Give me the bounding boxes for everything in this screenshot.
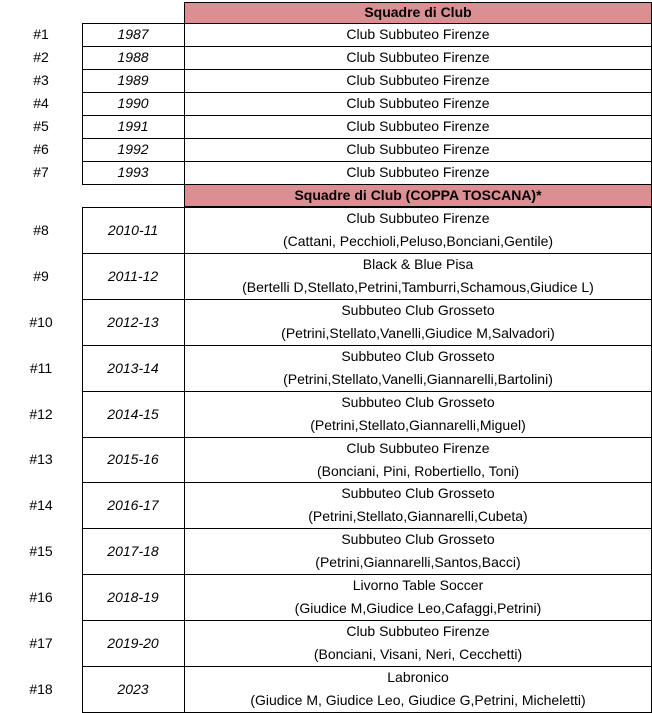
rank-cell: #11 <box>29 360 53 376</box>
year-cell: 1992 <box>117 141 149 157</box>
club-players: (Bertelli D,Stellato,Petrini,Tamburri,Schamous,Giudice L) <box>242 279 594 295</box>
club-players: (Petrini,Giannarelli,Santos,Bacci) <box>315 554 521 570</box>
grid-line <box>82 299 652 300</box>
section-header-coppa-toscana: Squadre di Club (COPPA TOSCANA)* <box>185 185 651 206</box>
rank-cell: #14 <box>29 497 53 513</box>
rank-cell: #8 <box>33 222 49 238</box>
club-players: (Petrini,Stellato,Giannarelli,Miguel) <box>310 417 526 433</box>
year-cell: 1987 <box>117 26 149 42</box>
rank-cell: #10 <box>29 314 53 330</box>
rank-cell: #12 <box>29 406 53 422</box>
rank-cell: #16 <box>29 589 53 605</box>
club-name: Black & Blue Pisa <box>362 256 474 272</box>
club-players: (Bonciani, Visani, Neri, Cecchetti) <box>313 646 523 662</box>
grid-line <box>82 207 652 208</box>
year-cell: 1988 <box>117 49 149 65</box>
grid-line <box>184 23 185 185</box>
club-name: Subbuteo Club Grosseto <box>341 348 495 364</box>
club-players: (Cattani, Pecchioli,Peluso,Bonciani,Gentile) <box>282 233 554 249</box>
grid-line <box>82 184 652 185</box>
club-players: (Petrini,Stellato,Giannarelli,Cubeta) <box>308 508 528 524</box>
rank-cell: #17 <box>29 635 53 651</box>
year-cell: 2013-14 <box>107 360 159 376</box>
rank-cell: #5 <box>33 118 49 134</box>
year-cell: 2017-18 <box>107 543 159 559</box>
club-name: Club Subbuteo Firenze <box>346 210 490 226</box>
year-cell: 2019-20 <box>107 635 159 651</box>
year-cell: 1990 <box>117 95 149 111</box>
club-players: (Bonciani, Pini, Robertiello, Toni) <box>316 462 520 479</box>
year-cell: 2012-13 <box>107 314 159 330</box>
club-name: Labronico <box>387 669 449 685</box>
rank-cell: #15 <box>29 543 53 559</box>
grid-line <box>82 574 652 575</box>
grid-line <box>184 2 185 23</box>
grid-line <box>82 46 652 47</box>
club-players: (Petrini,Stellato,Vanelli,Giudice M,Salvadori) <box>281 325 555 341</box>
club-name: Subbuteo Club Grosseto <box>341 302 495 318</box>
year-cell: 2010-11 <box>107 222 159 238</box>
rank-cell: #13 <box>29 451 53 467</box>
year-cell: 2023 <box>117 681 149 697</box>
grid-line <box>82 23 83 185</box>
year-cell: 2014-15 <box>107 406 159 422</box>
club-name: Subbuteo Club Grosseto <box>341 394 495 410</box>
club-cell: Club Subbuteo Firenze <box>346 95 490 111</box>
year-cell: 2018-19 <box>107 589 159 605</box>
rank-cell: #1 <box>33 26 49 42</box>
grid-line <box>82 620 652 621</box>
grid-line <box>82 92 652 93</box>
rank-cell: #9 <box>33 268 49 284</box>
year-cell: 1991 <box>117 118 149 134</box>
club-cell: Club Subbuteo Firenze <box>346 26 490 42</box>
club-name: Club Subbuteo Firenze <box>346 623 490 639</box>
grid-line <box>82 253 652 254</box>
club-players: (Giudice M,Giudice Leo,Cafaggi,Petrini) <box>294 600 542 616</box>
year-cell: 1989 <box>117 72 149 88</box>
grid-line <box>82 528 652 529</box>
year-cell: 2016-17 <box>107 497 159 513</box>
grid-line <box>184 184 185 207</box>
club-players: (Petrini,Stellato,Vanelli,Giannarelli,Bartolini) <box>283 371 553 387</box>
club-cell: Club Subbuteo Firenze <box>346 141 490 157</box>
club-name: Livorno Table Soccer <box>352 577 484 593</box>
section-header-squadre-di-club: Squadre di Club <box>185 2 651 23</box>
club-cell: Club Subbuteo Firenze <box>346 49 490 65</box>
rank-cell: #4 <box>33 95 49 111</box>
club-cell: Club Subbuteo Firenze <box>346 118 490 134</box>
grid-line <box>82 23 652 24</box>
grid-line <box>82 161 652 162</box>
rank-cell: #7 <box>33 164 49 180</box>
grid-line <box>82 138 652 139</box>
club-name: Club Subbuteo Firenze <box>346 440 490 456</box>
grid-line <box>82 69 652 70</box>
year-cell: 2015-16 <box>107 451 159 467</box>
grid-line <box>82 115 652 116</box>
rank-cell: #18 <box>29 681 53 697</box>
rank-cell: #2 <box>33 49 49 65</box>
year-cell: 1993 <box>117 164 149 180</box>
club-name: Subbuteo Club Grosseto <box>341 485 495 501</box>
club-name: Subbuteo Club Grosseto <box>341 531 495 547</box>
year-cell: 2011-12 <box>107 268 159 284</box>
grid-line <box>82 666 652 667</box>
header-top-border <box>184 2 652 3</box>
grid-line <box>82 391 652 392</box>
grid-line <box>82 437 652 438</box>
grid-line <box>82 345 652 346</box>
grid-line <box>184 207 185 713</box>
club-players: (Giudice M, Giudice Leo, Giudice G,Petrini, Micheletti) <box>250 692 586 708</box>
grid-line <box>82 482 652 483</box>
rank-cell: #3 <box>33 72 49 88</box>
grid-line <box>82 207 83 713</box>
club-cell: Club Subbuteo Firenze <box>346 164 490 180</box>
club-cell: Club Subbuteo Firenze <box>346 72 490 88</box>
rank-cell: #6 <box>33 141 49 157</box>
